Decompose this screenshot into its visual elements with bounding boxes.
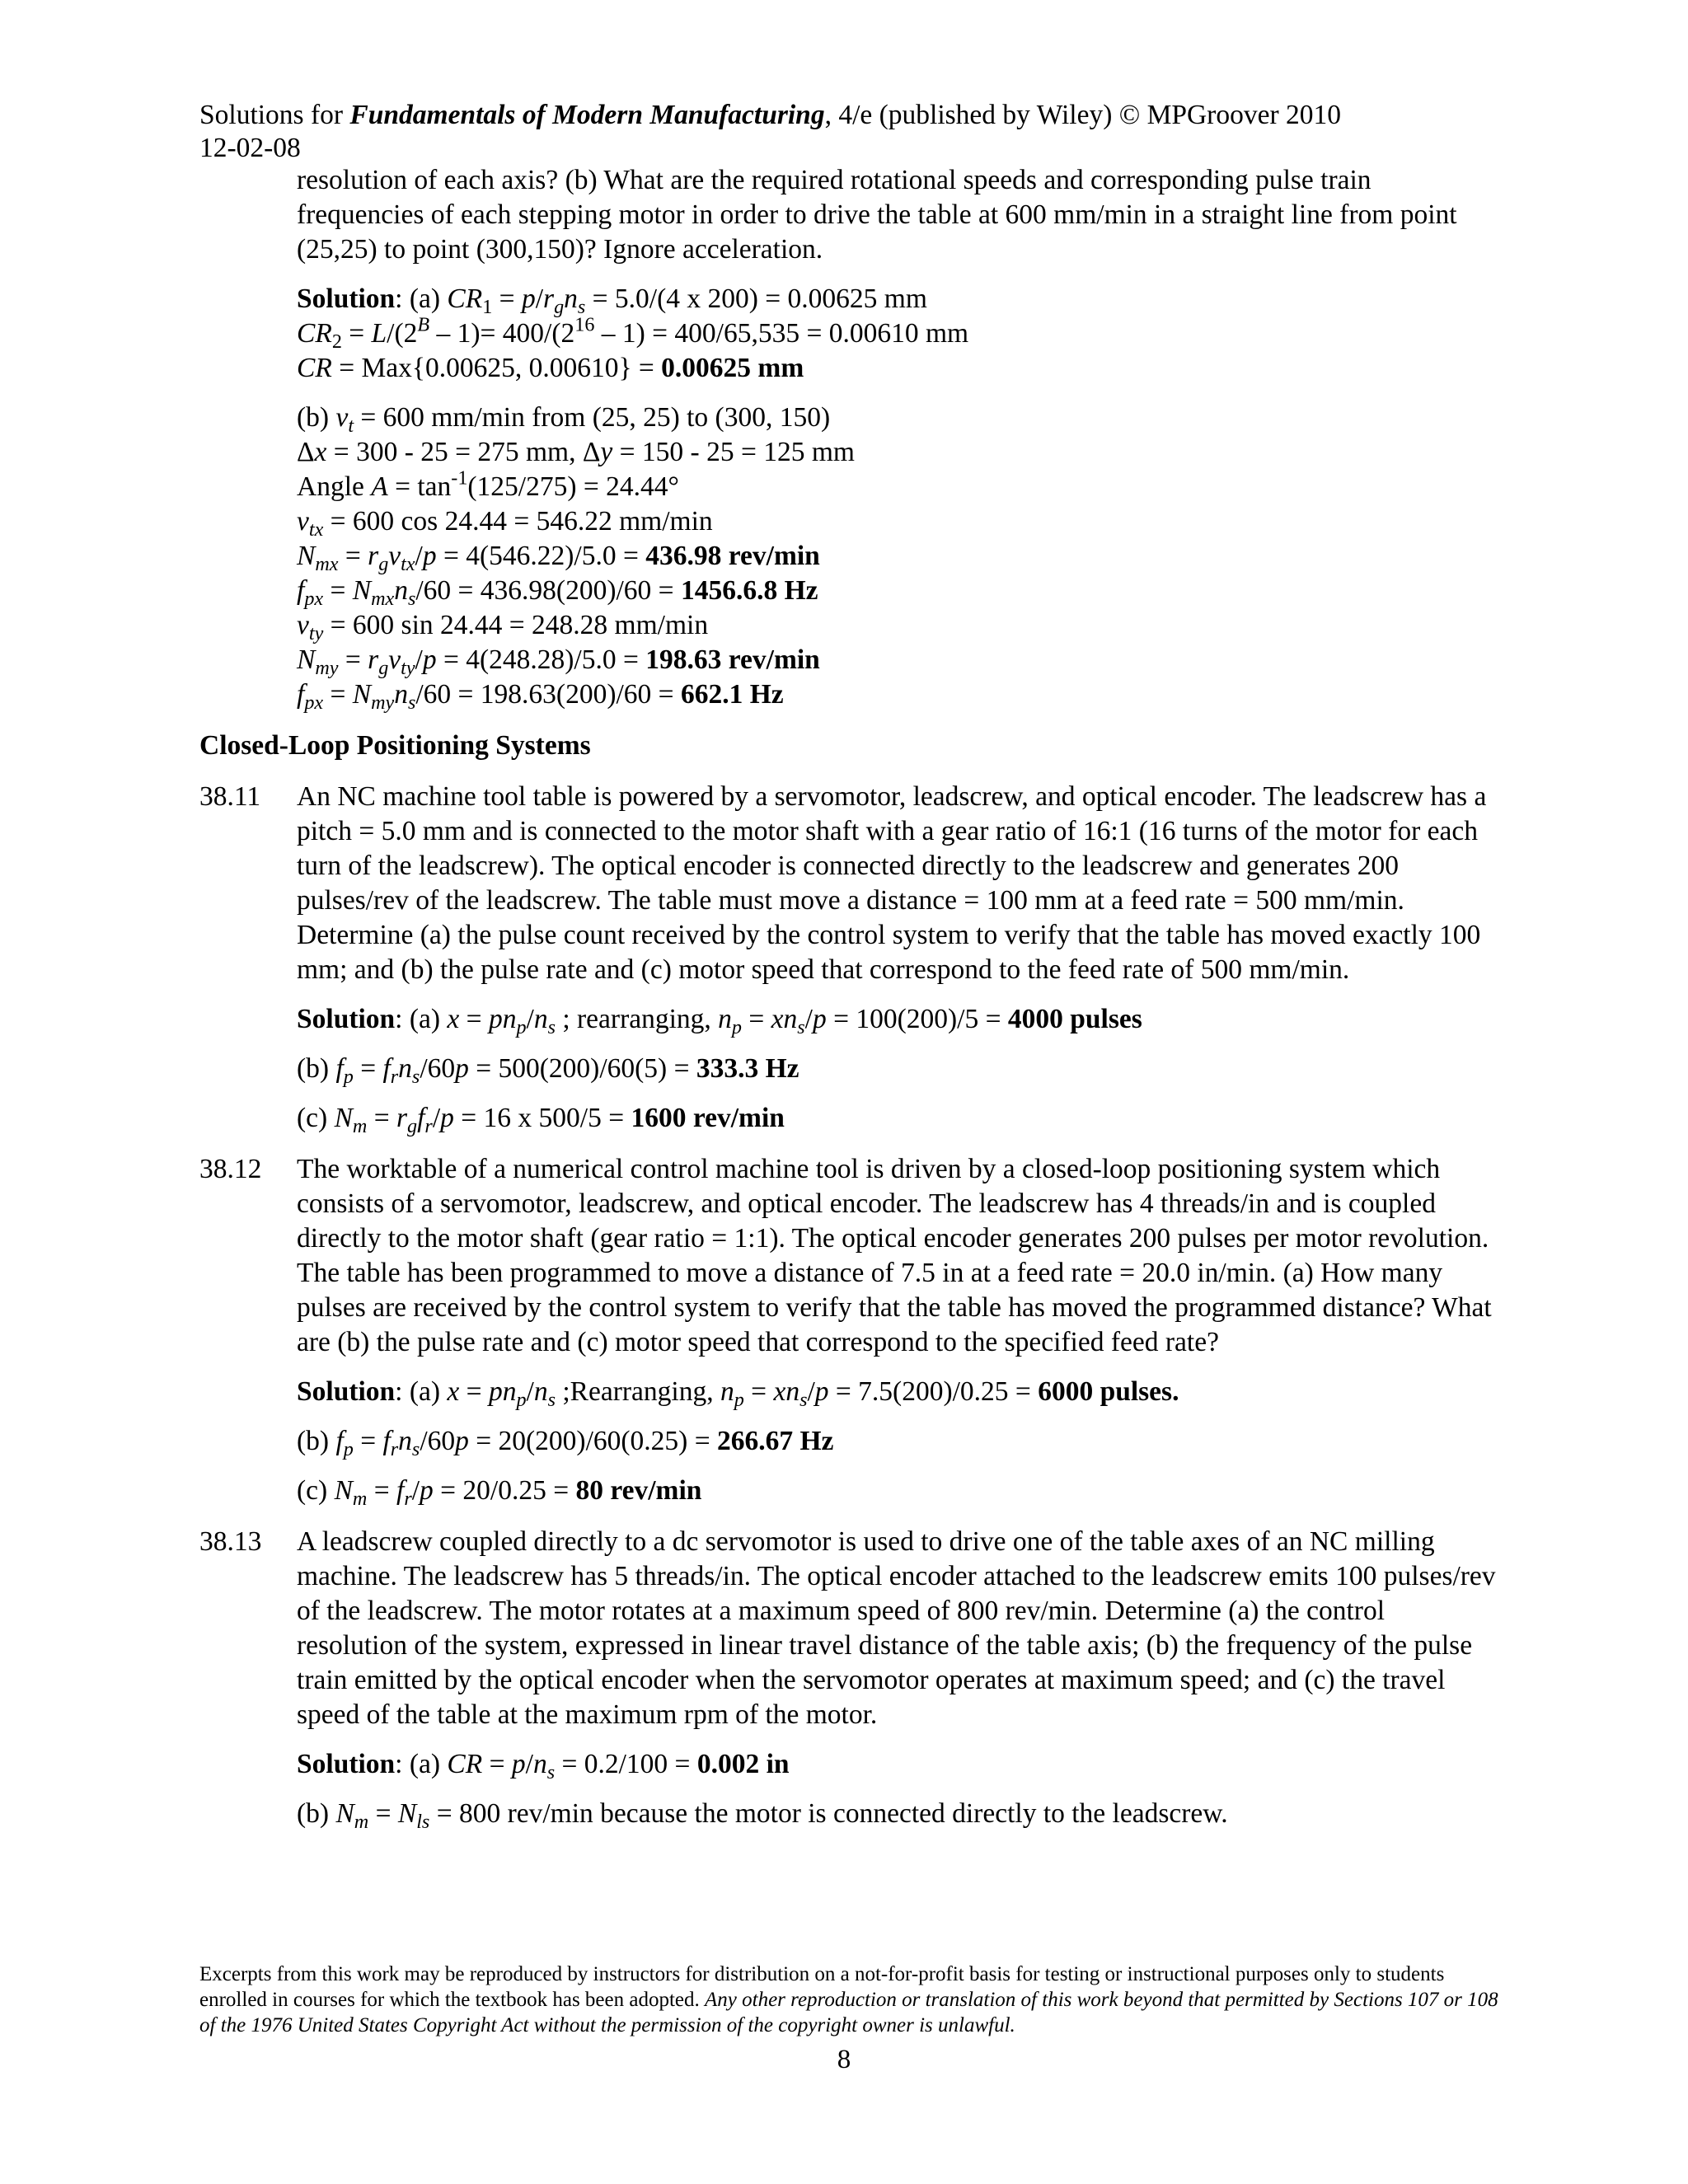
- solution-line: (c) $N_m = r_gf_r/p = 16$ x 500/5 = 1600 rev/min: [297, 1103, 785, 1137]
- solution-line: $f_{px} = N_{mx}n_s/60 = 436.98(200)/60 = 1456.6.8$ Hz: [297, 575, 818, 610]
- solution-line: $v_{tx} = 600$ cos 24.44 = 546.22 mm/min: [297, 506, 713, 541]
- solution-line: Δx = 300 - 25 = 275 mm, Δy = 150 - 25 = 125 mm: [297, 437, 855, 467]
- solution-line: $v_{ty} = 600$ sin 24.44 = 248.28 mm/min: [297, 610, 709, 644]
- solution-line: Angle $A = \tan^{-1}(125/275) = 24.44^\circ$: [297, 467, 679, 502]
- problem-text: A leadscrew coupled directly to a dc servomotor is used to drive one of the table axes of an NC milling machine. The leadscrew has 5 threads/in. The optical encoder attached to the leadscrew emits 100 pulses/rev of the leadscrew. The motor rotates at a maximum speed of 800 rev/min. Determine (a) the control resolution of the system, expressed in linear travel distance of the table axis; (b) the frequency of the pulse train emitted by the optical encoder when the servomotor operates at maximum speed; and (c) the travel speed of the table at the maximum rpm of the motor.: [297, 1526, 1496, 1730]
- problem-number: 38.12: [199, 1154, 262, 1184]
- solution-line: $N_{mx} = r_gv_{tx}/p = 4(546.22)/5.0 = 436.98$ rev/min: [297, 541, 820, 575]
- problem-number: 38.13: [199, 1526, 262, 1557]
- page-number: 8: [837, 2045, 851, 2074]
- footer-plain: Excerpts from this work may be reproduced by instructors for distribution on a not-for-profit basis for testing or instructional purposes only to students enrolled in courses for which the textbook has been adopted.: [199, 1963, 1445, 2011]
- copyright-footer: [199, 1961, 1502, 2038]
- solution-line: (b) $v_t = 600$ mm/min from (25, 25) to (300, 150): [297, 402, 831, 437]
- solution-3810-b: [199, 401, 1502, 712]
- continued-question: resolution of each axis? (b) What are the required rotational speeds and corresponding pulse train frequencies of each stepping motor in order to drive the table at 600 mm/min in a straight line from point (25,25) to point (300,150)? Ignore acceleration.: [297, 165, 1457, 265]
- header-date: 12-02-08: [199, 133, 301, 163]
- solution-line: (c) $N_m = f_r/p = 20/0.25 = 80$ rev/min: [297, 1475, 702, 1510]
- footer-italic: Any other reproduction or translation of this work beyond that permitted by Sections 107 or 108 of the 1976 United States Copyright Act without the permission of the copyright owner is unlawful.: [199, 1989, 1498, 2036]
- solution-line: CR = Max{0.00625, 0.00610} = 0.00625 mm: [297, 353, 804, 383]
- page-header: [199, 99, 1601, 165]
- problem-text: An NC machine tool table is powered by a servomotor, leadscrew, and optical encoder. The leadscrew has a pitch = 5.0 mm and is connected to the motor shaft with a gear ratio of 16:1 (16 turns of the motor for each turn of the leadscrew). The optical encoder is connected directly to the leadscrew and generates 200 pulses/rev of the leadscrew. The table must move a distance = 100 mm at a feed rate = 500 mm/min. Determine (a) the pulse count received by the control system to verify that the table has moved exactly 100 mm; and (b) the pulse rate and (c) motor speed that correspond to the feed rate of 500 mm/min.: [297, 781, 1487, 985]
- problem-38-11: [199, 780, 1502, 1136]
- solution-line: (b) $f_p = f_rn_s/60p = 500(200)/60(5) = 333.3$ Hz: [297, 1053, 799, 1088]
- header-title-line: Solutions for Fundamentals of Modern Manufacturing, 4/e (published by Wiley) © MPGroover 2010: [199, 100, 1341, 130]
- solution-line: Solution: (a) $x = pn_p/n_s$ ; rearranging, $n_p = xn_s/p = 100(200)/5 = 4000$ pulses: [297, 1004, 1142, 1038]
- solution-line: $f_{px} = N_{my}n_s/60 = 198.63(200)/60 = 662.1$ Hz: [297, 679, 784, 714]
- solution-line: Solution: (a) $x = pn_p/n_s$ ;Rearranging, $n_p = xn_s/p = 7.5(200)/0.25 = 6000$ pulses.: [297, 1376, 1179, 1411]
- solution-line: $CR_2 = L/(2^B - 1)= 400/(2^{16} - 1) = 400/65,535 = 0.00610$ mm: [297, 314, 969, 353]
- problem-text: The worktable of a numerical control machine tool is driven by a closed-loop positioning system which consists of a servomotor, leadscrew, and optical encoder. The leadscrew has 4 threads/in and is coupled directly to the motor shaft (gear ratio = 1:1). The optical encoder generates 200 pulses per motor revolution. The table has been programmed to move a distance of 7.5 in at a feed rate = 20.0 in/min. (a) How many pulses are received by the control system to verify that the table has moved the programmed distance? What are (b) the pulse rate and (c) motor speed that correspond to the specified feed rate?: [297, 1154, 1492, 1357]
- solution-line: (b) $N_m = N_{ls} = 800$ rev/min because the motor is connected directly to the leadscrew.: [297, 1798, 1228, 1833]
- problem-38-13: [199, 1525, 1502, 1831]
- page-content: [199, 163, 1502, 1831]
- solution-3810-a: [199, 282, 1502, 386]
- solution-line: $N_{my} = r_gv_{ty}/p = 4(248.28)/5.0 = 198.63$ rev/min: [297, 644, 820, 679]
- section-heading: Closed-Loop Positioning Systems: [199, 730, 591, 761]
- solution-line: Solution: (a) CR = $p/n_s = 0.2/100 = 0.002$ in: [297, 1749, 790, 1783]
- solution-line: (b) $f_p = f_rn_s/60p = 20(200)/60(0.25) = 266.67$ Hz: [297, 1426, 834, 1460]
- problem-38-12: [199, 1152, 1502, 1508]
- solution-line: Solution: (a) $CR_1 = p/r_gn_s = 5.0/(4$ x 200) = 0.00625 mm: [297, 284, 927, 318]
- problem-number: 38.11: [199, 781, 261, 812]
